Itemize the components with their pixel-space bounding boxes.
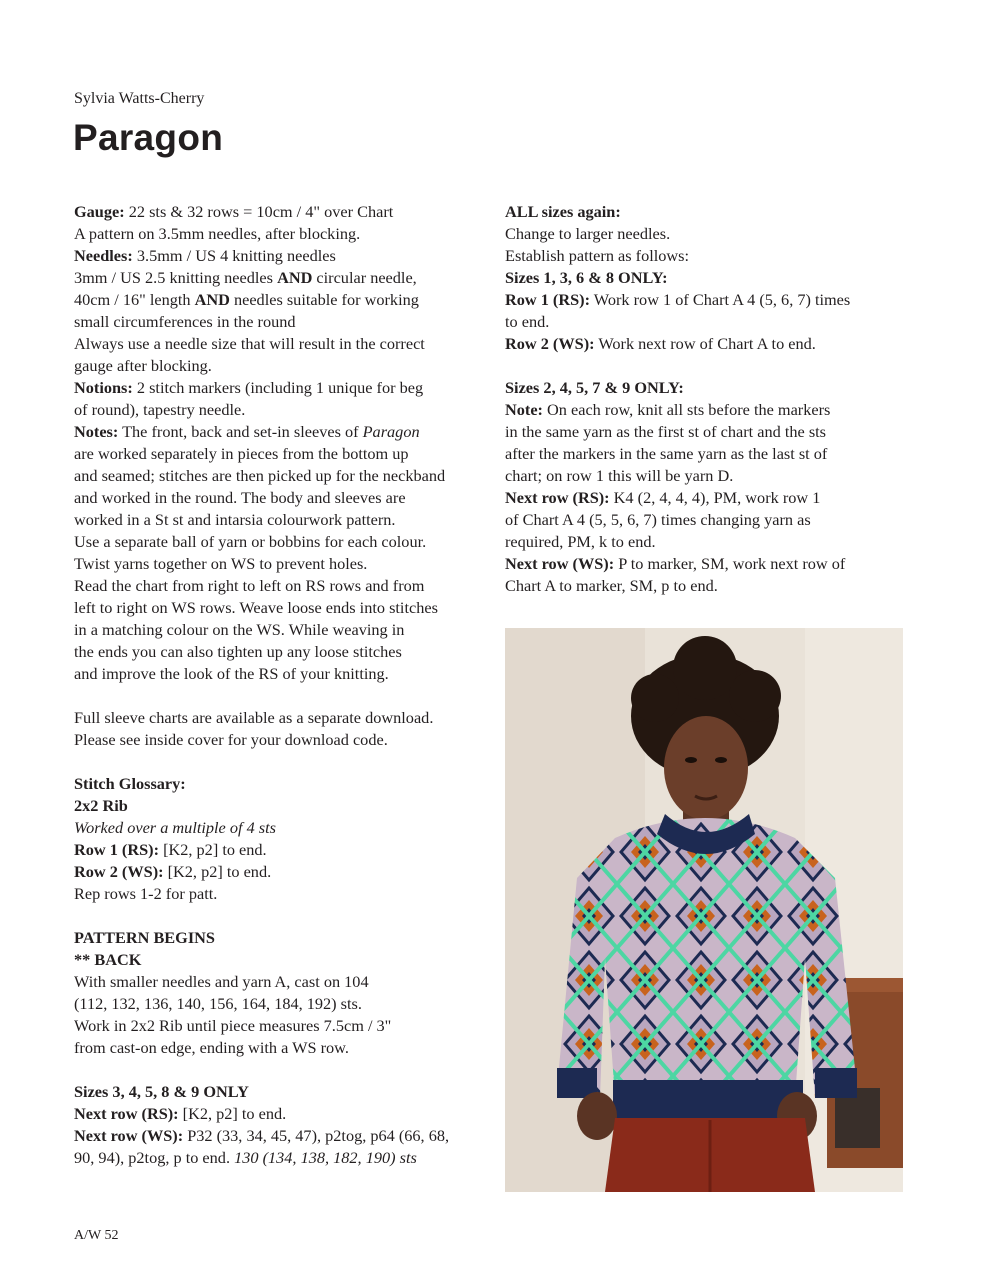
back-text: from cast-on edge, ending with a WS row. (74, 1038, 349, 1057)
author-name: Sylvia Watts-Cherry (74, 90, 205, 107)
pattern-begins-heading: PATTERN BEGINS (74, 928, 215, 947)
b-next-row-rs-2: of Chart A 4 (5, 5, 6, 7) times changing yarn as (505, 510, 811, 529)
glossary-heading: Stitch Glossary: (74, 774, 186, 793)
back-heading: ** BACK (74, 950, 142, 969)
back-text: Work in 2x2 Rib until piece measures 7.5cm / 3" (74, 1016, 392, 1035)
next-row-rs: Next row (RS): [K2, p2] to end. (74, 1104, 287, 1123)
a-row-1: Row 1 (RS): Work row 1 of Chart A 4 (5, 6, 7) times (505, 290, 851, 309)
download-note: Full sleeve charts are available as a separate download. (74, 708, 434, 727)
b-next-row-rs-3: required, PM, k to end. (505, 532, 656, 551)
notes-text: Twist yarns together on WS to prevent holes. (74, 554, 368, 573)
notes-line: Notes: The front, back and set-in sleeves of Paragon (74, 422, 420, 441)
notions-line: Notions: 2 stitch markers (including 1 unique for beg (74, 378, 424, 397)
notes-text: are worked separately in pieces from the bottom up (74, 444, 409, 463)
needles-line-5: Always use a needle size that will result in the correct (74, 334, 425, 353)
gauge-label: Gauge: (74, 202, 125, 221)
note-text: after the markers in the same yarn as the last st of (505, 444, 828, 463)
back-text: (112, 132, 136, 140, 156, 164, 184, 192) sts. (74, 994, 362, 1013)
notes-text: left to right on WS rows. Weave loose ends into stitches (74, 598, 438, 617)
notions-line-2: of round), tapestry needle. (74, 400, 246, 419)
notes-text: Read the chart from right to left on RS rows and from (74, 576, 425, 595)
needles-line-4: small circumferences in the round (74, 312, 296, 331)
back-text: With smaller needles and yarn A, cast on 104 (74, 972, 369, 991)
needles-line: Needles: 3.5mm / US 4 knitting needles (74, 246, 336, 265)
b-next-row-ws: Next row (WS): P to marker, SM, work next row of (505, 554, 846, 573)
notes-text: and worked in the round. The body and sleeves are (74, 488, 406, 507)
sizes-heading: Sizes 3, 4, 5, 8 & 9 ONLY (74, 1082, 249, 1101)
needles-line-3: 40cm / 16" length AND needles suitable for working (74, 290, 419, 309)
gauge-line-2: A pattern on 3.5mm needles, after blocking. (74, 224, 361, 243)
sizes-a-heading: Sizes 1, 3, 6 & 8 ONLY: (505, 268, 668, 287)
establish-pattern: Establish pattern as follows: (505, 246, 690, 265)
sizes-b-heading: Sizes 2, 4, 5, 7 & 9 ONLY: (505, 378, 684, 397)
right-column (505, 201, 925, 597)
rib-row-1: Row 1 (RS): [K2, p2] to end. (74, 840, 267, 859)
note-text: chart; on row 1 this will be yarn D. (505, 466, 734, 485)
b-next-row-ws-2: Chart A to marker, SM, p to end. (505, 576, 718, 595)
notes-text: in a matching colour on the WS. While weaving in (74, 620, 405, 639)
pattern-title: Paragon (73, 117, 224, 158)
next-row-ws: Next row (WS): P32 (33, 34, 45, 47), p2tog, p64 (66, 68, (74, 1126, 450, 1145)
rib-row-2: Row 2 (WS): [K2, p2] to end. (74, 862, 272, 881)
note-text: in the same yarn as the first st of chart and the sts (505, 422, 827, 441)
notes-text: and seamed; stitches are then picked up for the neckband (74, 466, 446, 485)
b-next-row-rs: Next row (RS): K4 (2, 4, 4, 4), PM, work row 1 (505, 488, 821, 507)
a-row-2: Row 2 (WS): Work next row of Chart A to end. (505, 334, 816, 353)
rib-rep: Rep rows 1-2 for patt. (74, 884, 218, 903)
all-sizes-heading: ALL sizes again: (505, 202, 621, 221)
note-line: Note: On each row, knit all sts before the markers (505, 400, 831, 419)
a-row-1-cont: to end. (505, 312, 550, 331)
rib-note: Worked over a multiple of 4 sts (74, 818, 276, 837)
notes-text: worked in a St st and intarsia colourwork pattern. (74, 510, 396, 529)
needles-line-2: 3mm / US 2.5 knitting needles AND circular needle, (74, 268, 417, 287)
gauge-line: Gauge: 22 sts & 32 rows = 10cm / 4" over Chart (74, 202, 394, 221)
notes-text: the ends you can also tighten up any loose stitches (74, 642, 402, 661)
next-row-ws-2: 90, 94), p2tog, p to end. 130 (134, 138, 182, 190) sts (74, 1148, 417, 1167)
notes-text: Use a separate ball of yarn or bobbins for each colour. (74, 532, 427, 551)
page-footer: A/W 52 (74, 1228, 119, 1243)
left-column (74, 201, 494, 1169)
change-needles: Change to larger needles. (505, 224, 671, 243)
model-photo (505, 628, 903, 1192)
needles-line-6: gauge after blocking. (74, 356, 212, 375)
notes-text: and improve the look of the RS of your knitting. (74, 664, 389, 683)
download-note-2: Please see inside cover for your download code. (74, 730, 388, 749)
rib-heading: 2x2 Rib (74, 796, 128, 815)
